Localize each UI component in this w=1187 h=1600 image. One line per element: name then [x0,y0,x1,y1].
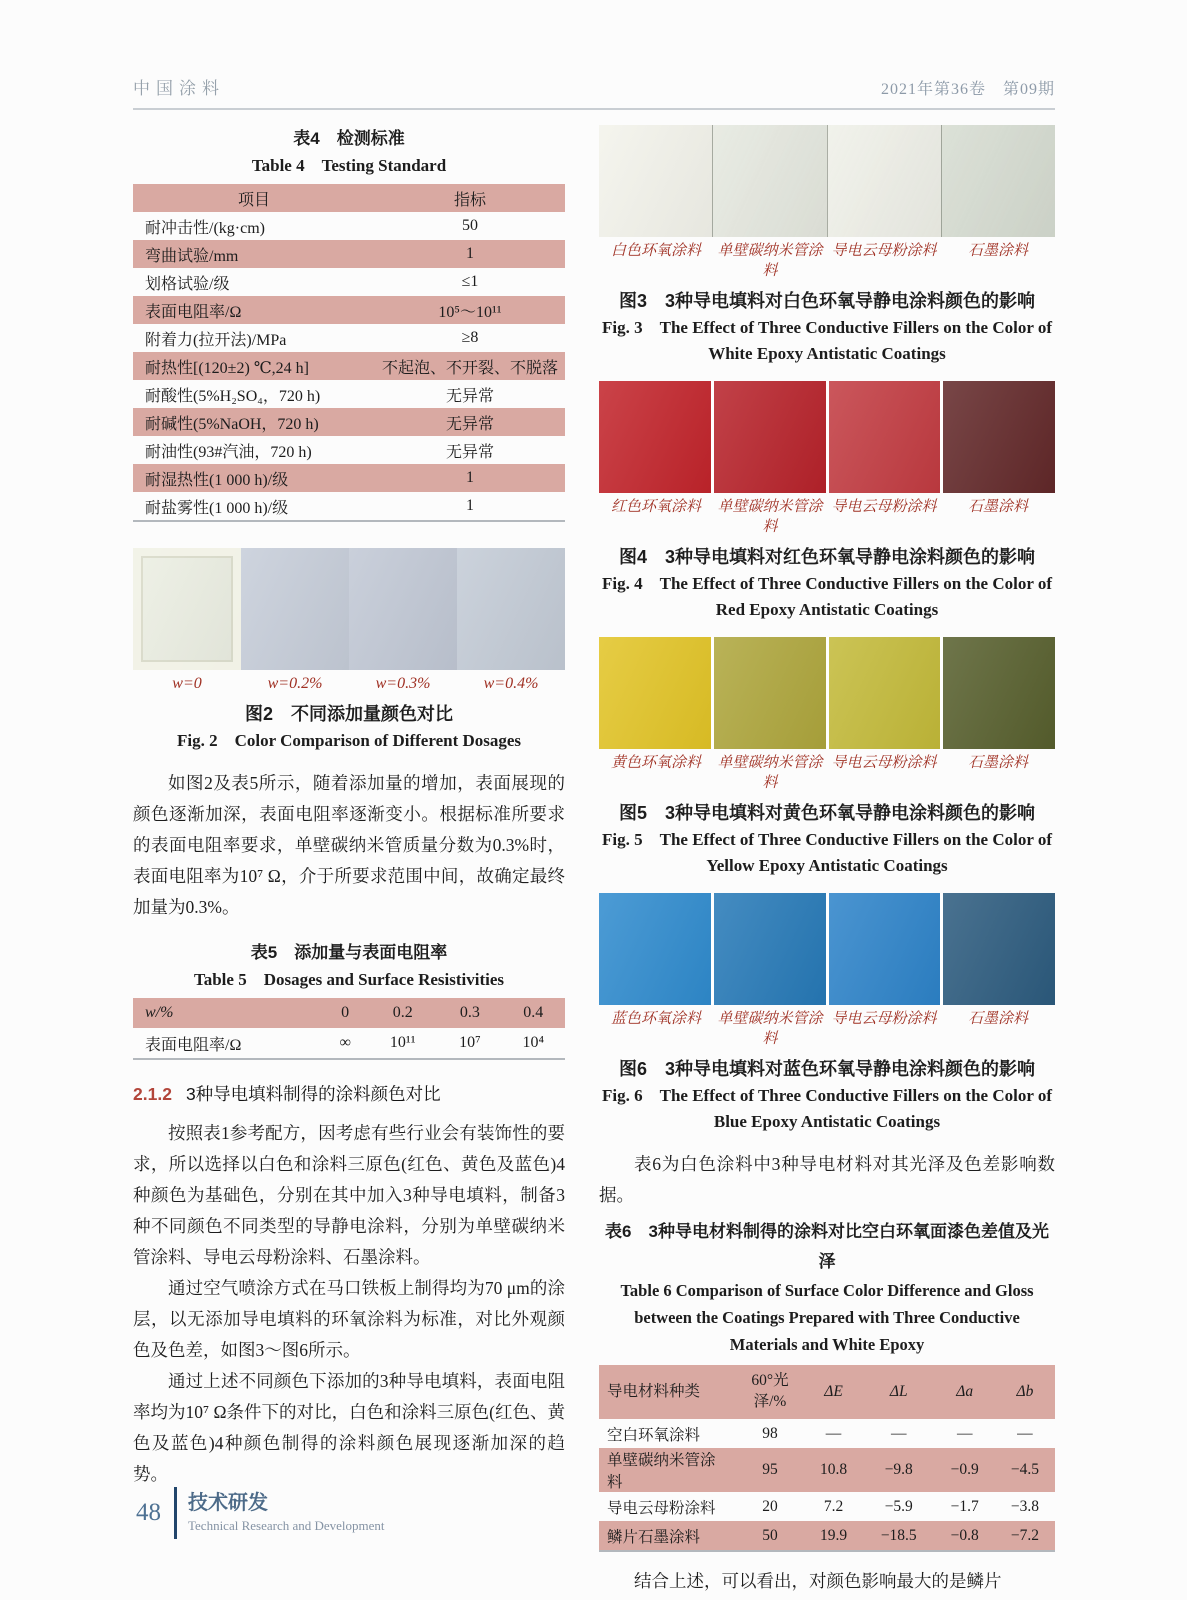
column-header: 指标 [453,191,486,209]
table-row [133,1028,565,1059]
table5-header-row [133,998,565,1028]
figure4 [599,381,1055,623]
figure4-panel-labels [599,497,1055,537]
panel-label: w=0.3% [375,675,431,692]
table5 [133,998,565,1060]
figure4-image [599,381,1055,493]
table-cell: −0.9 [950,1461,979,1478]
table-cell: 单壁碳纳米管涂料 [607,1452,716,1491]
table5-block [133,939,565,1060]
left-column [133,125,565,1597]
figure6-image [599,893,1055,1005]
figure6-panel [943,893,1055,1005]
figure2-panel [457,548,565,670]
table6-title-cn: 表6 3种导电材料制得的涂料对比空白环氧面漆色差值及光泽 [605,1222,1049,1271]
figure5-panel [599,637,711,749]
figure3-caption-cn: 图3 3种导电填料对白色环氧导静电涂料颜色的影响 [618,291,1036,311]
table-cell: 50 [762,1526,778,1544]
right-column [599,125,1055,1597]
figure5-panel [714,637,826,749]
table-cell: 耐酸性(5%H₂SO₄，720 h) [145,387,321,405]
column-header: 60°光泽/% [751,1372,789,1410]
figure2-image [133,548,565,670]
figure2-caption-cn: 图2 不同添加量颜色对比 [244,704,453,724]
table4 [133,184,565,522]
paragraph: 表6为白色涂料中3种导电材料对其光泽及色差影响数据。 [599,1154,1055,1205]
two-column-body [133,125,1055,1597]
table-cell: −18.5 [880,1526,917,1544]
table-cell: 耐热性[(120±2) ℃,24 h] [145,359,309,377]
panel-label: 单壁碳纳米管涂料 [717,499,823,535]
figure4-panel [829,381,941,493]
panel-label: 石墨涂料 [967,1011,1028,1027]
table6 [599,1365,1055,1552]
table-cell: 95 [762,1461,778,1478]
figure3 [599,125,1055,367]
panel-label: 红色环氧涂料 [610,499,701,515]
column-header: Δb [1016,1382,1034,1400]
figure5-caption-en: Fig. 5 The Effect of Three Conductive Fillers on the Color of Yellow Epoxy Antistatic Coatings [602,830,1052,875]
figure6-panel-labels [599,1009,1055,1049]
figure5-caption-cn: 图5 3种导电填料对黄色环氧导静电涂料颜色的影响 [618,803,1036,823]
figure2-caption-en: Fig. 2 Color Comparison of Different Dosages [176,731,522,750]
page-footer [136,1487,385,1539]
panel-label: 石墨涂料 [967,755,1028,771]
column-header: 0.4 [523,1004,544,1021]
table-cell: 弯曲试验/mm [145,247,239,265]
table-cell: ≤1 [461,273,479,290]
panel-label: w=0 [172,675,202,692]
table-cell: 无异常 [445,387,494,405]
table5-title-cn: 表5 添加量与表面电阻率 [250,943,448,962]
table-row [133,324,565,352]
footer-section [188,1491,385,1535]
section-number: 2.1.2 [133,1084,172,1104]
figure6-panel [714,893,826,1005]
table-cell: 鳞片石墨涂料 [607,1528,701,1546]
panel-label: 导电云母粉涂料 [831,499,937,515]
issue-info: 2021年第36卷 第09期 [880,81,1055,98]
table4-title-en: Table 4 Testing Standard [251,156,447,175]
figure2-panel [133,548,241,670]
table-row [133,436,565,464]
table-cell: 10.8 [819,1461,848,1478]
table-cell: 1 [465,245,474,262]
table-row [133,492,565,521]
table4-title-cn: 表4 检测标准 [293,129,405,148]
table6-title-en: Table 6 Comparison of Surface Color Difference and Gloss between the Coatings Prepared with Three Conductive Materials and White Epoxy [620,1281,1034,1354]
table-row [133,352,565,380]
figure4-panel [943,381,1055,493]
panel-label: 白色环氧涂料 [610,243,701,259]
figure4-panel [599,381,711,493]
table-cell: 耐冲击性/(kg·cm) [145,219,265,237]
figure3-panel [712,125,826,237]
figure6-panel [599,893,711,1005]
table-cell: 导电云母粉涂料 [607,1499,716,1517]
figure2-panel [349,548,457,670]
table-cell: 不起泡、不开裂、不脱落 [381,359,558,377]
figure3-caption-en: Fig. 3 The Effect of Three Conductive Fillers on the Color of White Epoxy Antistatic Coatings [602,318,1052,363]
panel-label: 导电云母粉涂料 [831,243,937,259]
table-cell: 1 [465,497,474,514]
table4-header-row [133,184,565,212]
figure4-panel [714,381,826,493]
paragraph: 结合上述，可以看出，对颜色影响最大的是鳞片 [634,1571,1002,1591]
figure6 [599,893,1055,1135]
table-row [599,1419,1055,1448]
table-row [133,464,565,492]
figure6-panel [829,893,941,1005]
table5-title-en: Table 5 Dosages and Surface Resistivities [193,970,505,989]
table-cell: 10⁵～10¹¹ [438,303,502,321]
table-row [599,1448,1055,1492]
panel-label: 蓝色环氧涂料 [610,1011,701,1027]
panel-label: 石墨涂料 [967,243,1028,259]
table-cell: 耐碱性(5%NaOH，720 h) [145,415,319,433]
figure5-panel [943,637,1055,749]
table-cell: 空白环氧涂料 [607,1426,701,1444]
table-cell: 划格试验/级 [145,275,230,293]
table-cell: 50 [461,217,478,234]
figure6-caption-en: Fig. 6 The Effect of Three Conductive Fillers on the Color of Blue Epoxy Antistatic Coatings [602,1086,1052,1131]
table-cell: ∞ [339,1034,351,1051]
table-cell: 10⁷ [459,1034,481,1051]
table-cell: 表面电阻率/Ω [145,1036,242,1054]
column-header: 0 [341,1004,350,1021]
table-row [599,1492,1055,1521]
panel-label: w=0.4% [483,675,539,692]
table6-header-row [599,1365,1055,1419]
section-heading [133,1080,565,1108]
paragraph: 通过上述不同颜色下添加的3种导电填料，表面电阻率均为10⁷ Ω条件下的对比，白色和涂料三原色(红色、黄色及蓝色)4种颜色制得的涂料颜色展现逐渐加深的趋势。 [133,1371,565,1484]
figure5-panel [829,637,941,749]
panel-label: 导电云母粉涂料 [831,1011,937,1027]
table-cell: 10⁴ [522,1034,545,1051]
table-row [133,408,565,436]
figure2-panel-labels [133,674,565,694]
panel-label: w=0.2% [267,675,323,692]
footer-section-cn: 技术研发 [188,1492,268,1514]
journal-name: 中国涂料 [133,79,225,98]
figure3-panel [599,125,712,237]
column-header: 0.3 [459,1004,480,1021]
paragraph: 如图2及表5所示，随着添加量的增加，表面展现的颜色逐渐加深，表面电阻率逐渐变小。根据标准所要求的表面电阻率要求，单壁碳纳米管质量分数为0.3%时，表面电阻率为10⁷ Ω，介于所要求范围中间，故确定最终加量为0.3%。 [133,773,565,917]
table-cell: — [825,1424,842,1442]
column-header: 0.2 [392,1004,413,1021]
panel-label: 单壁碳纳米管涂料 [717,243,823,279]
figure3-panel [941,125,1055,237]
column-header: 导电材料种类 [607,1382,701,1400]
table-cell: 1 [465,469,474,486]
panel-label: 石墨涂料 [967,499,1028,515]
figure5-panel-labels [599,753,1055,793]
table-cell: — [891,1424,907,1442]
table-cell: 7.2 [823,1497,844,1515]
figure4-caption-cn: 图4 3种导电填料对红色环氧导静电涂料颜色的影响 [618,547,1036,567]
figure6-caption-cn: 图6 3种导电填料对蓝色环氧导静电涂料颜色的影响 [618,1059,1036,1079]
panel-label: 黄色环氧涂料 [610,755,701,771]
table-cell: −5.9 [884,1497,913,1515]
panel-label: 单壁碳纳米管涂料 [717,755,823,791]
table-cell: 附着力(拉开法)/MPa [145,331,287,349]
table-row [133,268,565,296]
table-row [133,240,565,268]
table-cell: −3.8 [1010,1497,1039,1515]
column-header: 项目 [237,191,270,209]
table-cell: −9.8 [884,1461,913,1478]
figure2-panel [241,548,349,670]
table-cell: 无异常 [445,443,494,461]
footer-section-en: Technical Research and Development [188,1518,385,1533]
panel-label: 导电云母粉涂料 [831,755,937,771]
table-cell: −4.5 [1010,1461,1039,1478]
page-number: 48 [136,1499,161,1526]
table-cell: 耐盐雾性(1 000 h)/级 [145,499,289,517]
table-cell: −0.8 [950,1526,979,1544]
table-cell: 98 [762,1424,778,1442]
table-cell: — [956,1424,973,1442]
column-header: ΔE [824,1382,843,1400]
table6-block [599,1217,1055,1552]
table-row [133,296,565,324]
table-cell: ≥8 [461,329,479,346]
section-title: 3种导电填料制得的涂料颜色对比 [185,1084,441,1104]
table-cell: 表面电阻率/Ω [145,303,242,321]
paragraph: 通过空气喷涂方式在马口铁板上制得均为70 μm的涂层，以无添加导电填料的环氧涂料为标准，对比外观颜色及色差，如图3～图6所示。 [133,1278,565,1360]
column-header: w/% [145,1004,174,1021]
table-row [133,212,565,240]
figure2 [133,548,565,754]
table-cell: 19.9 [819,1526,848,1544]
figure4-caption-en: Fig. 4 The Effect of Three Conductive Fillers on the Color of Red Epoxy Antistatic Coatings [602,574,1052,619]
paragraph: 按照表1参考配方，因考虑有些行业会有装饰性的要求，所以选择以白色和涂料三原色(红色、黄色及蓝色)4种颜色为基础色，分别在其中加入3种导电填料，制备3种不同颜色不同类型的导静电涂料，分别为单壁碳纳米管涂料、导电云母粉涂料、石墨涂料。 [133,1123,565,1267]
table-cell: 耐湿热性(1 000 h)/级 [145,471,289,489]
column-header: ΔL [889,1382,908,1400]
figure3-panel-labels [599,241,1055,281]
table-cell: 10¹¹ [389,1034,416,1051]
page-header [133,74,1055,110]
footer-divider-bar [174,1487,177,1539]
table-row [599,1521,1055,1551]
table-cell: 无异常 [445,415,494,433]
figure5 [599,637,1055,879]
figure3-panel [827,125,941,237]
panel-label: 单壁碳纳米管涂料 [717,1011,823,1047]
table-cell: 20 [762,1497,778,1515]
table-cell: — [1017,1424,1033,1442]
figure5-image [599,637,1055,749]
table-cell: −7.2 [1010,1526,1039,1544]
table-cell: −1.7 [950,1497,979,1515]
table-cell: 耐油性(93#汽油，720 h) [145,443,312,461]
column-header: Δa [956,1382,974,1400]
table-row [133,380,565,408]
figure3-image [599,125,1055,237]
